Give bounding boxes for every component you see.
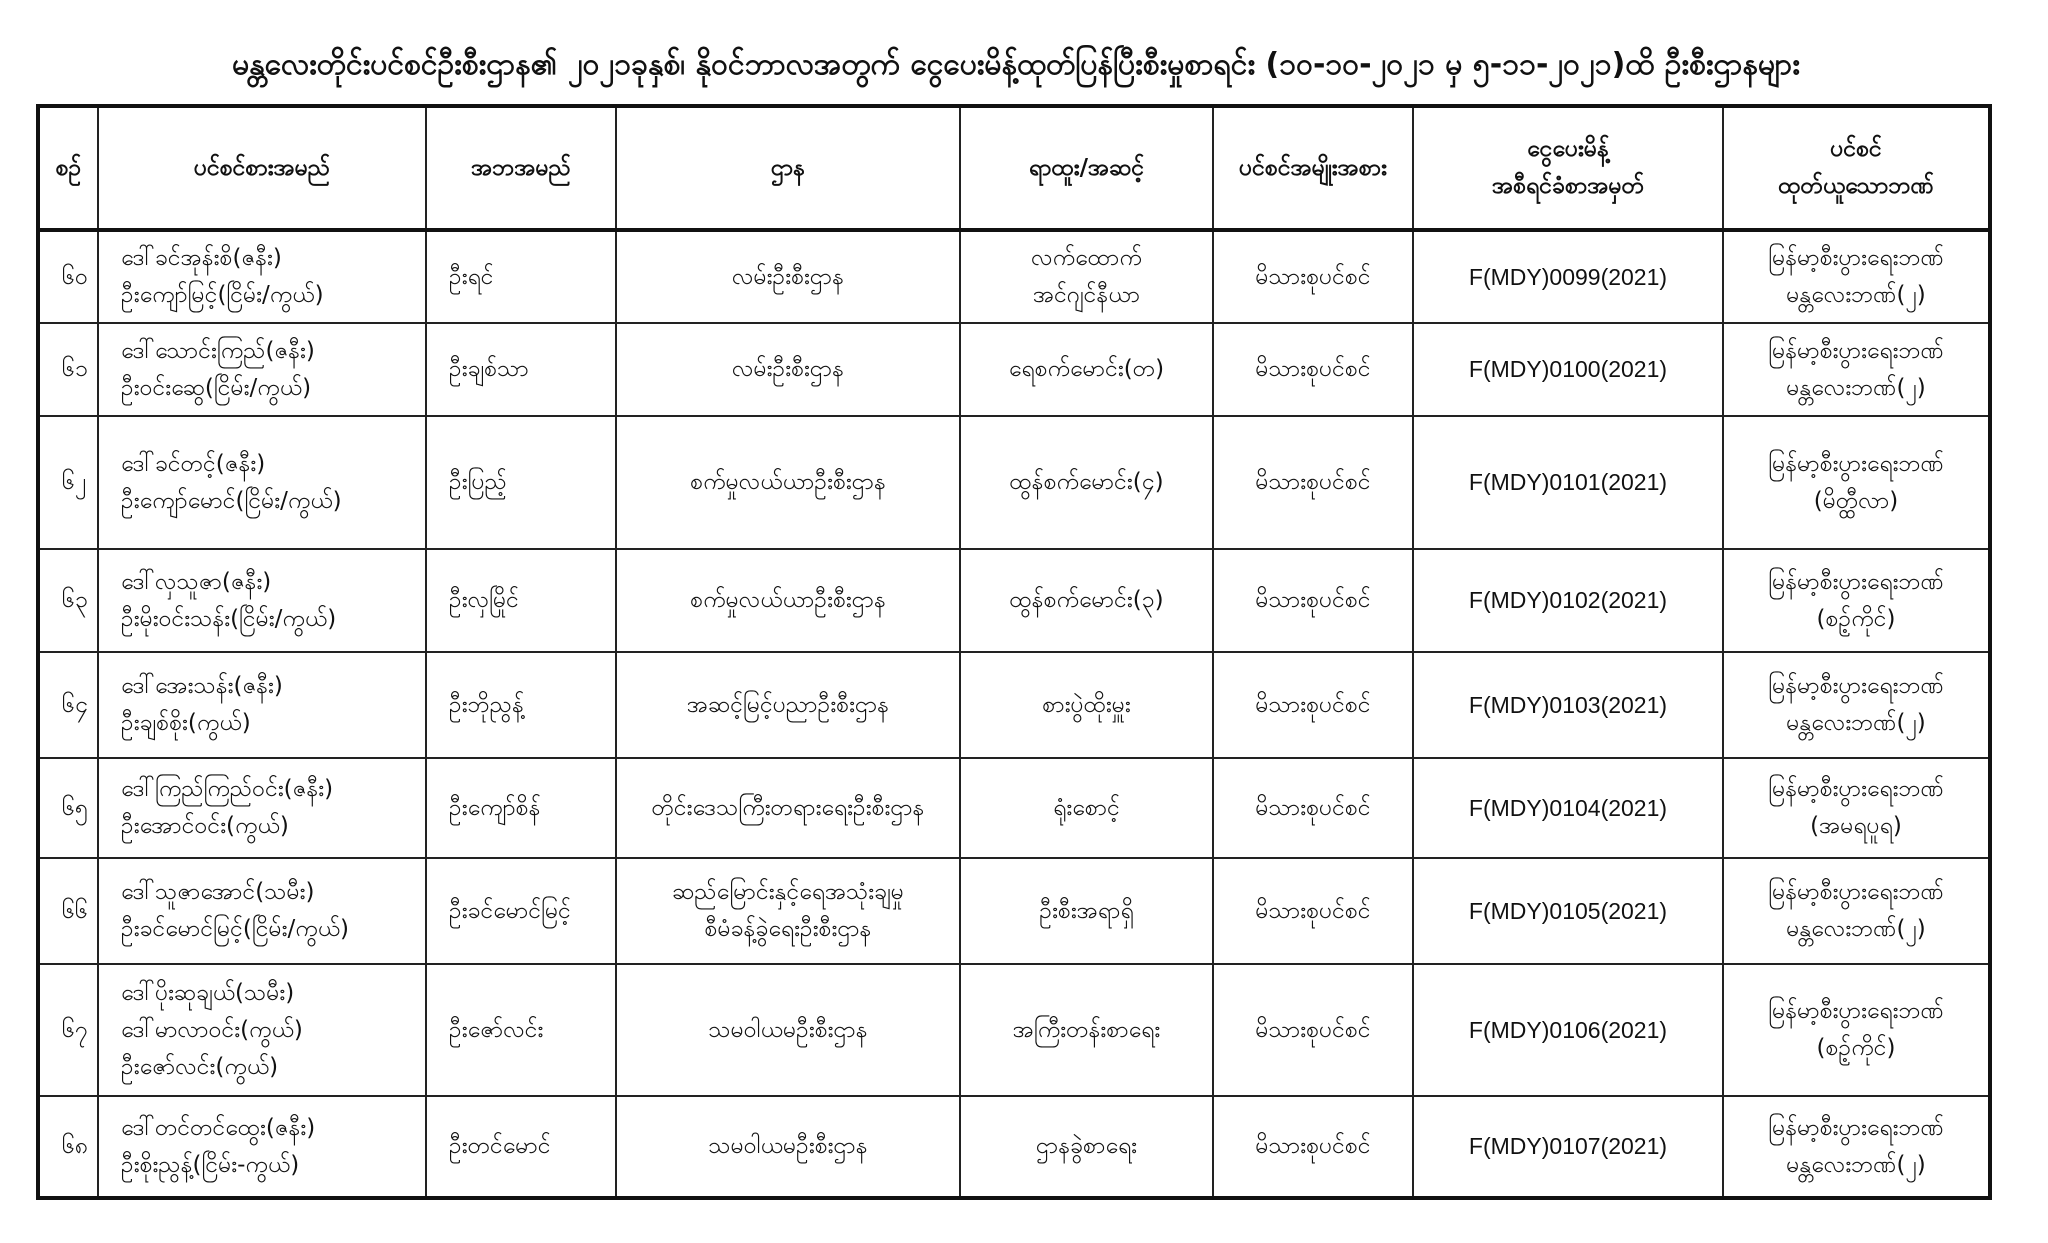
department: စက်မှုလယ်ယာဦးစီးဌာန	[690, 469, 886, 495]
pensioner-name: ဒေါ်အေးသန်း(ဇနီး)	[121, 673, 283, 699]
pensioner-name: ဦးချစ်စိုး(ကွယ်)	[121, 710, 251, 736]
rank-cell	[960, 1096, 1213, 1198]
pensioner-name: ဦးဝင်းဆွေ(ငြိမ်း/ကွယ်)	[121, 374, 312, 401]
bank: မြန်မာ့စီးပွားရေးဘဏ်	[1768, 245, 1944, 271]
pensioner-name-cell	[98, 230, 426, 323]
department: လမ်းဦးစီးဌာန	[731, 356, 845, 382]
father-name: ဦးတင်မောင်	[449, 1133, 551, 1159]
report-number: F(MDY)0105(2021)	[1468, 897, 1668, 924]
pension-type-cell	[1213, 416, 1413, 549]
table-row	[38, 858, 1990, 964]
table-row	[38, 964, 1990, 1096]
father-name-cell	[426, 858, 616, 964]
header-label: ထုတ်ယူသောဘဏ်	[1778, 173, 1934, 199]
pension-type-cell	[1213, 1096, 1413, 1198]
father-name: ဦးချစ်သာ	[449, 356, 529, 382]
pension-type: မိသားစုပင်စင်	[1255, 1016, 1371, 1043]
row-number-cell	[38, 758, 98, 858]
pension-table	[36, 104, 1992, 1200]
header-col-rank	[960, 106, 1213, 230]
bank: မြန်မာ့စီးပွားရေးဘဏ်	[1768, 879, 1944, 905]
department: သမဝါယမဦးစီးဌာန	[708, 1016, 868, 1043]
pension-type: မိသားစုပင်စင်	[1255, 1133, 1371, 1159]
rank-cell	[960, 858, 1213, 964]
table-row	[38, 652, 1990, 758]
table-header-row	[38, 106, 1990, 230]
pension-type: မိသားစုပင်စင်	[1255, 897, 1371, 924]
bank: (စဥ့်ကိုင်)	[1816, 605, 1896, 632]
pensioner-name: ဒေါ်သောင်းကြည်(ဇနီး)	[121, 337, 315, 364]
header-col-department	[616, 106, 960, 230]
pension-type-cell	[1213, 230, 1413, 323]
row-number: ၆၇	[62, 1016, 88, 1043]
header-col-bank	[1723, 106, 1990, 230]
pension-type: မိသားစုပင်စင်	[1255, 794, 1371, 821]
bank-cell	[1723, 858, 1990, 964]
report-number-cell	[1413, 758, 1723, 858]
bank-cell	[1723, 652, 1990, 758]
father-name-cell	[426, 549, 616, 652]
pension-type-cell	[1213, 964, 1413, 1096]
department-cell	[616, 758, 960, 858]
pension-type-cell	[1213, 323, 1413, 416]
father-name: ဦးရင်	[449, 263, 494, 290]
bank: မန္တလေးဘဏ်(၂)	[1786, 710, 1926, 736]
bank: မြန်မာ့စီးပွားရေးဘဏ်	[1768, 673, 1944, 699]
row-number: ၆၆	[62, 897, 88, 924]
pension-type: မိသားစုပင်စင်	[1255, 469, 1371, 495]
father-name-cell	[426, 416, 616, 549]
pensioner-name: ဦးမိုးဝင်းသန်း(ငြိမ်း/ကွယ်)	[121, 605, 337, 632]
department: စက်မှုလယ်ယာဦးစီးဌာန	[690, 587, 886, 613]
rank: ဌာနခွဲစာရေး	[1036, 1133, 1137, 1159]
pensioner-name-cell	[98, 858, 426, 964]
bank: မန္တလေးဘဏ်(၂)	[1786, 1151, 1926, 1178]
table-row	[38, 230, 1990, 323]
rank-cell	[960, 652, 1213, 758]
pensioner-name-cell	[98, 964, 426, 1096]
father-name: ဦးခင်မောင်မြင့်	[449, 897, 571, 924]
pensioner-name-cell	[98, 323, 426, 416]
report-number-cell	[1413, 1096, 1723, 1198]
report-number: F(MDY)0101(2021)	[1468, 469, 1668, 495]
row-number: ၆၅	[62, 794, 88, 821]
pensioner-name: ဒေါ်ကြည်ကြည်ဝင်း(ဇနီး)	[121, 776, 334, 802]
rank-cell	[960, 416, 1213, 549]
father-name-cell	[426, 758, 616, 858]
pensioner-name-cell	[98, 549, 426, 652]
pensioner-name: ဦးကျော်မောင်(ငြိမ်း/ကွယ်)	[121, 487, 342, 514]
row-number: ၆၀	[62, 263, 88, 290]
bank-cell	[1723, 323, 1990, 416]
row-number-cell	[38, 858, 98, 964]
rank: ထွန်စက်မောင်း(၄)	[1009, 469, 1164, 495]
father-name: ဦးကျော်စိန်	[449, 794, 541, 821]
pensioner-name: ဦးကျော်မြင့်(ငြိမ်း/ကွယ်)	[121, 282, 324, 308]
row-number-cell	[38, 964, 98, 1096]
department-cell	[616, 323, 960, 416]
pensioner-name: ဒေါ်တင်တင်ထွေး(ဇနီး)	[121, 1114, 316, 1141]
bank-cell	[1723, 758, 1990, 858]
father-name: ဦးဇော်လင်း	[449, 1016, 544, 1043]
row-number-cell	[38, 652, 98, 758]
department-cell	[616, 230, 960, 323]
pensioner-name: ဦးဇော်လင်း(ကွယ်)	[121, 1053, 279, 1080]
table-row	[38, 758, 1990, 858]
department: စီမံခန့်ခွဲရေးဦးစီးဌာန	[704, 916, 872, 942]
report-number-cell	[1413, 323, 1723, 416]
bank: (မိတ္ထီလာ)	[1813, 487, 1899, 514]
table-row	[38, 416, 1990, 549]
pensioner-name: ဒေါ်လှသူဇာ(ဇနီး)	[121, 568, 272, 595]
rank-cell	[960, 230, 1213, 323]
header-col-father-name	[426, 106, 616, 230]
table-body	[38, 230, 1990, 1198]
row-number: ၆၂	[62, 469, 87, 495]
department-cell	[616, 652, 960, 758]
father-name: ဦးလှမြိုင်	[449, 587, 519, 613]
pensioner-name: ဦးအောင်ဝင်း(ကွယ်)	[121, 813, 289, 839]
bank: မြန်မာ့စီးပွားရေးဘဏ်	[1768, 998, 1944, 1024]
bank-cell	[1723, 230, 1990, 323]
rank: အကြီးတန်းစာရေး	[1012, 1016, 1161, 1043]
header-col-report-no	[1413, 106, 1723, 230]
pension-type-cell	[1213, 758, 1413, 858]
department-cell	[616, 964, 960, 1096]
rank-cell	[960, 758, 1213, 858]
pensioner-name: ဒေါ်ခင်တင့်(ဇနီး)	[121, 450, 266, 477]
bank: မြန်မာ့စီးပွားရေးဘဏ်	[1768, 337, 1944, 364]
pension-type: မိသားစုပင်စင်	[1255, 691, 1371, 718]
report-number-cell	[1413, 858, 1723, 964]
header-label: အစီရင်ခံစာအမှတ်	[1492, 173, 1644, 199]
father-name-cell	[426, 652, 616, 758]
header-col-pension-type	[1213, 106, 1413, 230]
table-row	[38, 549, 1990, 652]
pensioner-name: ဦးစိုးညွန့်(ငြိမ်း-ကွယ်)	[121, 1151, 300, 1178]
pension-type: မိသားစုပင်စင်	[1255, 356, 1371, 382]
row-number-cell	[38, 230, 98, 323]
pension-type: မိသားစုပင်စင်	[1255, 587, 1371, 613]
department-cell	[616, 549, 960, 652]
bank: မြန်မာ့စီးပွားရေးဘဏ်	[1768, 568, 1944, 595]
header-label: ပင်စင်စားအမည်	[193, 154, 331, 181]
header-label: ရာထူး/အဆင့်	[1028, 154, 1145, 181]
pensioner-name: ဦးခင်မောင်မြင့်(ငြိမ်း/ကွယ်)	[121, 916, 350, 942]
header-col-no	[38, 106, 98, 230]
table-row	[38, 323, 1990, 416]
bank-cell	[1723, 1096, 1990, 1198]
header-col-pensioner-name	[98, 106, 426, 230]
report-number-cell	[1413, 652, 1723, 758]
father-name-cell	[426, 964, 616, 1096]
row-number: ၆၄	[62, 691, 88, 718]
report-number: F(MDY)0106(2021)	[1468, 1016, 1668, 1043]
row-number-cell	[38, 549, 98, 652]
rank-cell	[960, 323, 1213, 416]
father-name: ဦးဘိုညွန့်	[449, 691, 524, 718]
pensioner-name-cell	[98, 416, 426, 549]
rank: စားပွဲထိုးမှူး	[1042, 691, 1131, 718]
pension-type-cell	[1213, 858, 1413, 964]
rank: ဦးစီးအရာရှိ	[1039, 897, 1134, 924]
pension-type-cell	[1213, 652, 1413, 758]
header-label: ပင်စင်	[1830, 136, 1882, 162]
department-cell	[616, 1096, 960, 1198]
pension-type-cell	[1213, 549, 1413, 652]
bank: မန္တလေးဘဏ်(၂)	[1786, 916, 1926, 942]
bank: မြန်မာ့စီးပွားရေးဘဏ်	[1768, 450, 1944, 477]
bank-cell	[1723, 416, 1990, 549]
report-number-cell	[1413, 416, 1723, 549]
row-number-cell	[38, 416, 98, 549]
row-number: ၆၈	[62, 1133, 89, 1159]
rank-cell	[960, 549, 1213, 652]
report-number-cell	[1413, 964, 1723, 1096]
pensioner-name: ဒေါ်ပိုးဆုချယ်(သမီး)	[121, 979, 295, 1006]
row-number-cell	[38, 323, 98, 416]
table-row	[38, 1096, 1990, 1198]
rank: ထွန်စက်မောင်း(၃)	[1009, 587, 1164, 613]
department-cell	[616, 416, 960, 549]
pension-type: မိသားစုပင်စင်	[1255, 263, 1371, 290]
father-name: ဦးပြည့်	[449, 469, 507, 495]
bank: မြန်မာ့စီးပွားရေးဘဏ်	[1768, 1114, 1944, 1141]
pensioner-name-cell	[98, 652, 426, 758]
row-number: ၆၁	[62, 356, 88, 382]
department: အဆင့်မြင့်ပညာဦးစီးဌာန	[686, 691, 890, 718]
father-name-cell	[426, 1096, 616, 1198]
report-number: F(MDY)0100(2021)	[1468, 356, 1668, 382]
bank: မန္တလေးဘဏ်(၂)	[1786, 374, 1926, 401]
father-name-cell	[426, 323, 616, 416]
header-label: ငွေပေးမိန့်	[1527, 136, 1609, 162]
pensioner-name: ဒေါ်သူဇာအောင်(သမီး)	[121, 879, 315, 905]
bank-cell	[1723, 964, 1990, 1096]
pensioner-name-cell	[98, 1096, 426, 1198]
header-label: ပင်စင်အမျိုးအစား	[1239, 154, 1387, 181]
rank: ရေစက်မောင်း(တ)	[1008, 356, 1165, 382]
report-number: F(MDY)0107(2021)	[1468, 1133, 1668, 1159]
pensioner-name-cell	[98, 758, 426, 858]
department: ဆည်မြောင်းနှင့်ရေအသုံးချမှု	[672, 879, 904, 905]
rank-cell	[960, 964, 1213, 1096]
header-label: အဘအမည်	[471, 154, 571, 181]
rank: အင်ဂျင်နီယာ	[1032, 282, 1141, 308]
bank-cell	[1723, 549, 1990, 652]
report-number-cell	[1413, 549, 1723, 652]
row-number-cell	[38, 1096, 98, 1198]
bank: (အမရပူရ)	[1810, 813, 1902, 839]
bank: မန္တလေးဘဏ်(၂)	[1786, 282, 1926, 308]
bank: (စဥ့်ကိုင်)	[1816, 1035, 1896, 1061]
report-number: F(MDY)0099(2021)	[1468, 263, 1668, 290]
pensioner-name: ဒေါ်ခင်အုန်းစိ(ဇနီး)	[121, 245, 282, 271]
rank: ရုံးစောင့်	[1053, 794, 1120, 821]
report-number: F(MDY)0103(2021)	[1468, 691, 1668, 718]
department: သမဝါယမဦးစီးဌာန	[708, 1133, 868, 1159]
department-cell	[616, 858, 960, 964]
report-number: F(MDY)0102(2021)	[1468, 587, 1668, 613]
page-title: မန္တလေးတိုင်းပင်စင်ဦးစီးဌာန၏ ၂၀၂၁ခုနှစ်၊ နိုဝင်ဘာလအတွက် ငွေပေးမိန့်ထုတ်ပြန်ပြီးစီးမှုစာရင်း (၁၀-၁၀-၂၀၂၁ မှ ၅-၁၁-၂၀၂၁)ထိ ဦးစီးဌာနများ	[232, 47, 1800, 82]
row-number: ၆၃	[62, 587, 88, 613]
pensioner-name: ဒေါ်မာလာဝင်း(ကွယ်)	[121, 1016, 303, 1043]
department: လမ်းဦးစီးဌာန	[731, 263, 845, 290]
department: တိုင်းဒေသကြီးတရားရေးဦးစီးဌာန	[651, 794, 925, 821]
father-name-cell	[426, 230, 616, 323]
bank: မြန်မာ့စီးပွားရေးဘဏ်	[1768, 776, 1944, 802]
header-label: ဌာန	[770, 154, 806, 181]
report-number: F(MDY)0104(2021)	[1468, 794, 1668, 821]
rank: လက်ထောက်	[1031, 245, 1142, 271]
report-number-cell	[1413, 230, 1723, 323]
header-label: စဉ်	[55, 154, 82, 181]
